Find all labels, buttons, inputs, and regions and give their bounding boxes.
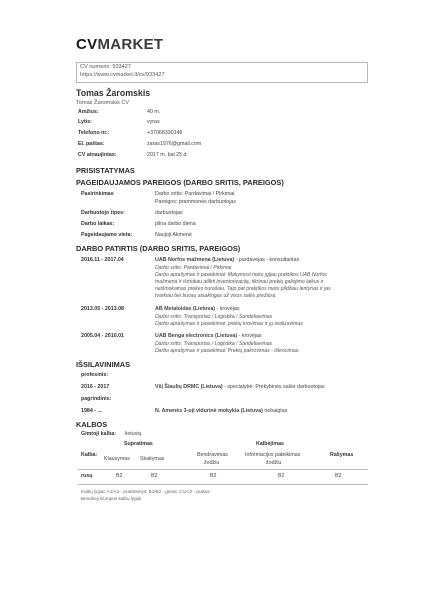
- lang-grp-understand: Supratimas: [124, 441, 153, 447]
- lang-table-divider: [78, 484, 368, 485]
- info-value-updated: 2017 m. bal 25 d.: [147, 152, 188, 158]
- exp-dates: 2016.11 - 2017.04: [81, 257, 124, 263]
- section-desired-heading: PAGEIDAUJAMOS PAREIGOS (DARBO SRITIS, PAREIGOS): [76, 178, 284, 187]
- exp-line: neišmokamas prekes nurašiau. Taip pat praktikos metu pildžiau lentynas ir jas: [155, 286, 331, 292]
- desired-positions-line2: Pareigos: prammonės darbuotojas: [155, 199, 236, 205]
- edu-basic-label: pagrindinis:: [81, 396, 112, 402]
- desired-time-label: Darbo laikas:: [81, 221, 115, 227]
- cv-info-box: [76, 62, 368, 83]
- section-intro-heading: PRISISTATYMAS: [76, 166, 135, 175]
- exp-company-line: [155, 257, 299, 263]
- exp-role: - krovėjas: [237, 333, 262, 339]
- desired-place-label: Pageidaujamo vieta:: [81, 232, 133, 238]
- edu-prof-line: [155, 384, 325, 390]
- exp-line: Darbo sritis: Transportas / Logistika / Sandėliavimas: [155, 341, 273, 347]
- info-label-gender: Lytis:: [78, 119, 92, 125]
- desired-place-value: Naujoji Akmenė: [155, 232, 192, 238]
- info-label-updated: CV atnaujintas:: [78, 152, 117, 158]
- lang-value-write: B2: [335, 473, 342, 479]
- exp-line: Darbo sritis: Transportas / Logistika / Sandėliavimas: [155, 314, 273, 320]
- person-name: Tomas Žaromskis: [76, 88, 151, 98]
- desired-positions-line1: Darbo sritis: Pardavimai / Pirkimai: [155, 191, 235, 197]
- lang-col-kalba: Kalba:: [81, 452, 98, 458]
- exp-line: Darbo aprašymas ir pasiekimai: Prekių pakrovimas - iškrovimas.: [155, 348, 300, 354]
- info-label-email: El. paštas:: [78, 141, 105, 147]
- lang-sub-read: Skaitymas: [140, 456, 165, 462]
- exp-line: tvarkiau bei buvau atsakingas už visos salės prežiūrą.: [155, 293, 277, 299]
- lang-value-read: B2: [151, 473, 158, 479]
- desired-type-label: Darbuotojo tipes:: [81, 210, 125, 216]
- edu-prof-dates: 2016 - 2017: [81, 384, 110, 390]
- cv-url[interactable]: https://www.cvmarket.lt/cv/933427: [80, 72, 165, 78]
- edu-prof-rest: - specialybė: Prekybinės salės darbuotojas: [222, 384, 325, 390]
- edu-prof-label: profesinis:: [81, 372, 109, 378]
- cv-number: CV numeris: 933427: [80, 64, 131, 70]
- lang-note-link[interactable]: Bendrieji Europos kalbų lygiai: [81, 496, 142, 501]
- logo-cv: CV: [76, 36, 98, 53]
- info-label-age: Amžius:: [78, 109, 99, 115]
- info-value-phone: +37068330146: [147, 130, 183, 136]
- lang-note: Kalbų lygiai: A1/A2 - pradmenys; B1/B2 - geras; C1/C2 - puikus: [81, 489, 210, 494]
- exp-dates: 2005.04 - 2010.01: [81, 333, 125, 339]
- info-value-age: 40 m.: [147, 109, 161, 115]
- lang-native-label: Gimtoji kalba:: [81, 431, 117, 437]
- exp-company: UAB Norfos mažmena (Lietuva): [155, 257, 235, 263]
- exp-line: Darbo aprašymas ir pasiekimai: prekių krovimas ir jų realizavimas: [155, 321, 303, 327]
- exp-line: mažmena ir išmokau atlikti inventorizaciją, tikrinau prekių galiojimo laikus ir: [155, 279, 324, 285]
- exp-role: - krovėjas: [215, 306, 240, 312]
- lang-sub-talk1: Bendravimas: [197, 452, 228, 458]
- cvmarket-logo: [76, 36, 163, 53]
- exp-company-line: [155, 306, 239, 312]
- lang-native-value: lietuvių: [125, 431, 142, 437]
- info-value-email[interactable]: zaras1976@gmail.com: [147, 141, 202, 147]
- lang-value-present: B2: [278, 473, 285, 479]
- lang-col-write: Rašymas: [330, 452, 354, 458]
- desired-positions-label: Pasirinkimas: [81, 191, 114, 197]
- exp-company-line: [155, 333, 262, 339]
- info-value-gender: vyras: [147, 119, 160, 125]
- exp-company: UAB Benga electronics (Lietuva): [155, 333, 238, 339]
- lang-table-divider: [78, 469, 368, 470]
- lang-value-talk: B2: [210, 473, 217, 479]
- section-languages-heading: KALBOS: [76, 420, 108, 429]
- edu-basic-rest: nebaigtas: [262, 408, 288, 414]
- lang-sub-present1: Informacijos pateikimas: [245, 452, 301, 458]
- lang-sub-listen: Klausymas: [104, 456, 130, 462]
- section-education-heading: IŠSILAVINIMAS: [76, 360, 131, 369]
- lang-sub-present2: žodžiu: [266, 460, 282, 466]
- info-label-phone: Telefono nr.:: [78, 130, 110, 136]
- desired-type-value: darbuotojas: [155, 210, 183, 216]
- lang-grp-speak: Kalbėjimas: [256, 441, 284, 447]
- exp-company: AB Metaloidas (Lietuva): [155, 306, 216, 312]
- edu-basic-dates: 1984 - ...: [81, 408, 102, 414]
- desired-time-value: pilna darbo diena: [155, 221, 196, 227]
- edu-basic-line: [155, 408, 287, 414]
- exp-line: Darbo sritis: Pardavimai / Pirkimai: [155, 265, 232, 271]
- exp-dates: 2013.05 - 2013.08: [81, 306, 125, 312]
- person-subtitle: Tomas Žaromskis CV: [76, 100, 130, 106]
- section-experience-heading: DARBO PATIRTIS (DARBO SRITIS, PAREIGOS): [76, 244, 241, 253]
- exp-line: Darbo aprašymas ir pasiekimai: Mokymosi metu įgijau praktikos UAB Norfos: [155, 272, 327, 278]
- lang-sub-talk2: žodžiu: [204, 460, 220, 466]
- lang-value-listen: B2: [116, 473, 123, 479]
- exp-role: - pardavėjas - konsultantas: [234, 257, 300, 263]
- edu-prof-school: Všį Šiaulių DRMC (Lietuva): [155, 384, 223, 390]
- logo-market: MARKET: [97, 36, 164, 53]
- edu-basic-school: N. Amenės 3-oji vidurinė mokykla (Lietuva): [155, 408, 263, 414]
- lang-row-language: rusų: [81, 473, 93, 479]
